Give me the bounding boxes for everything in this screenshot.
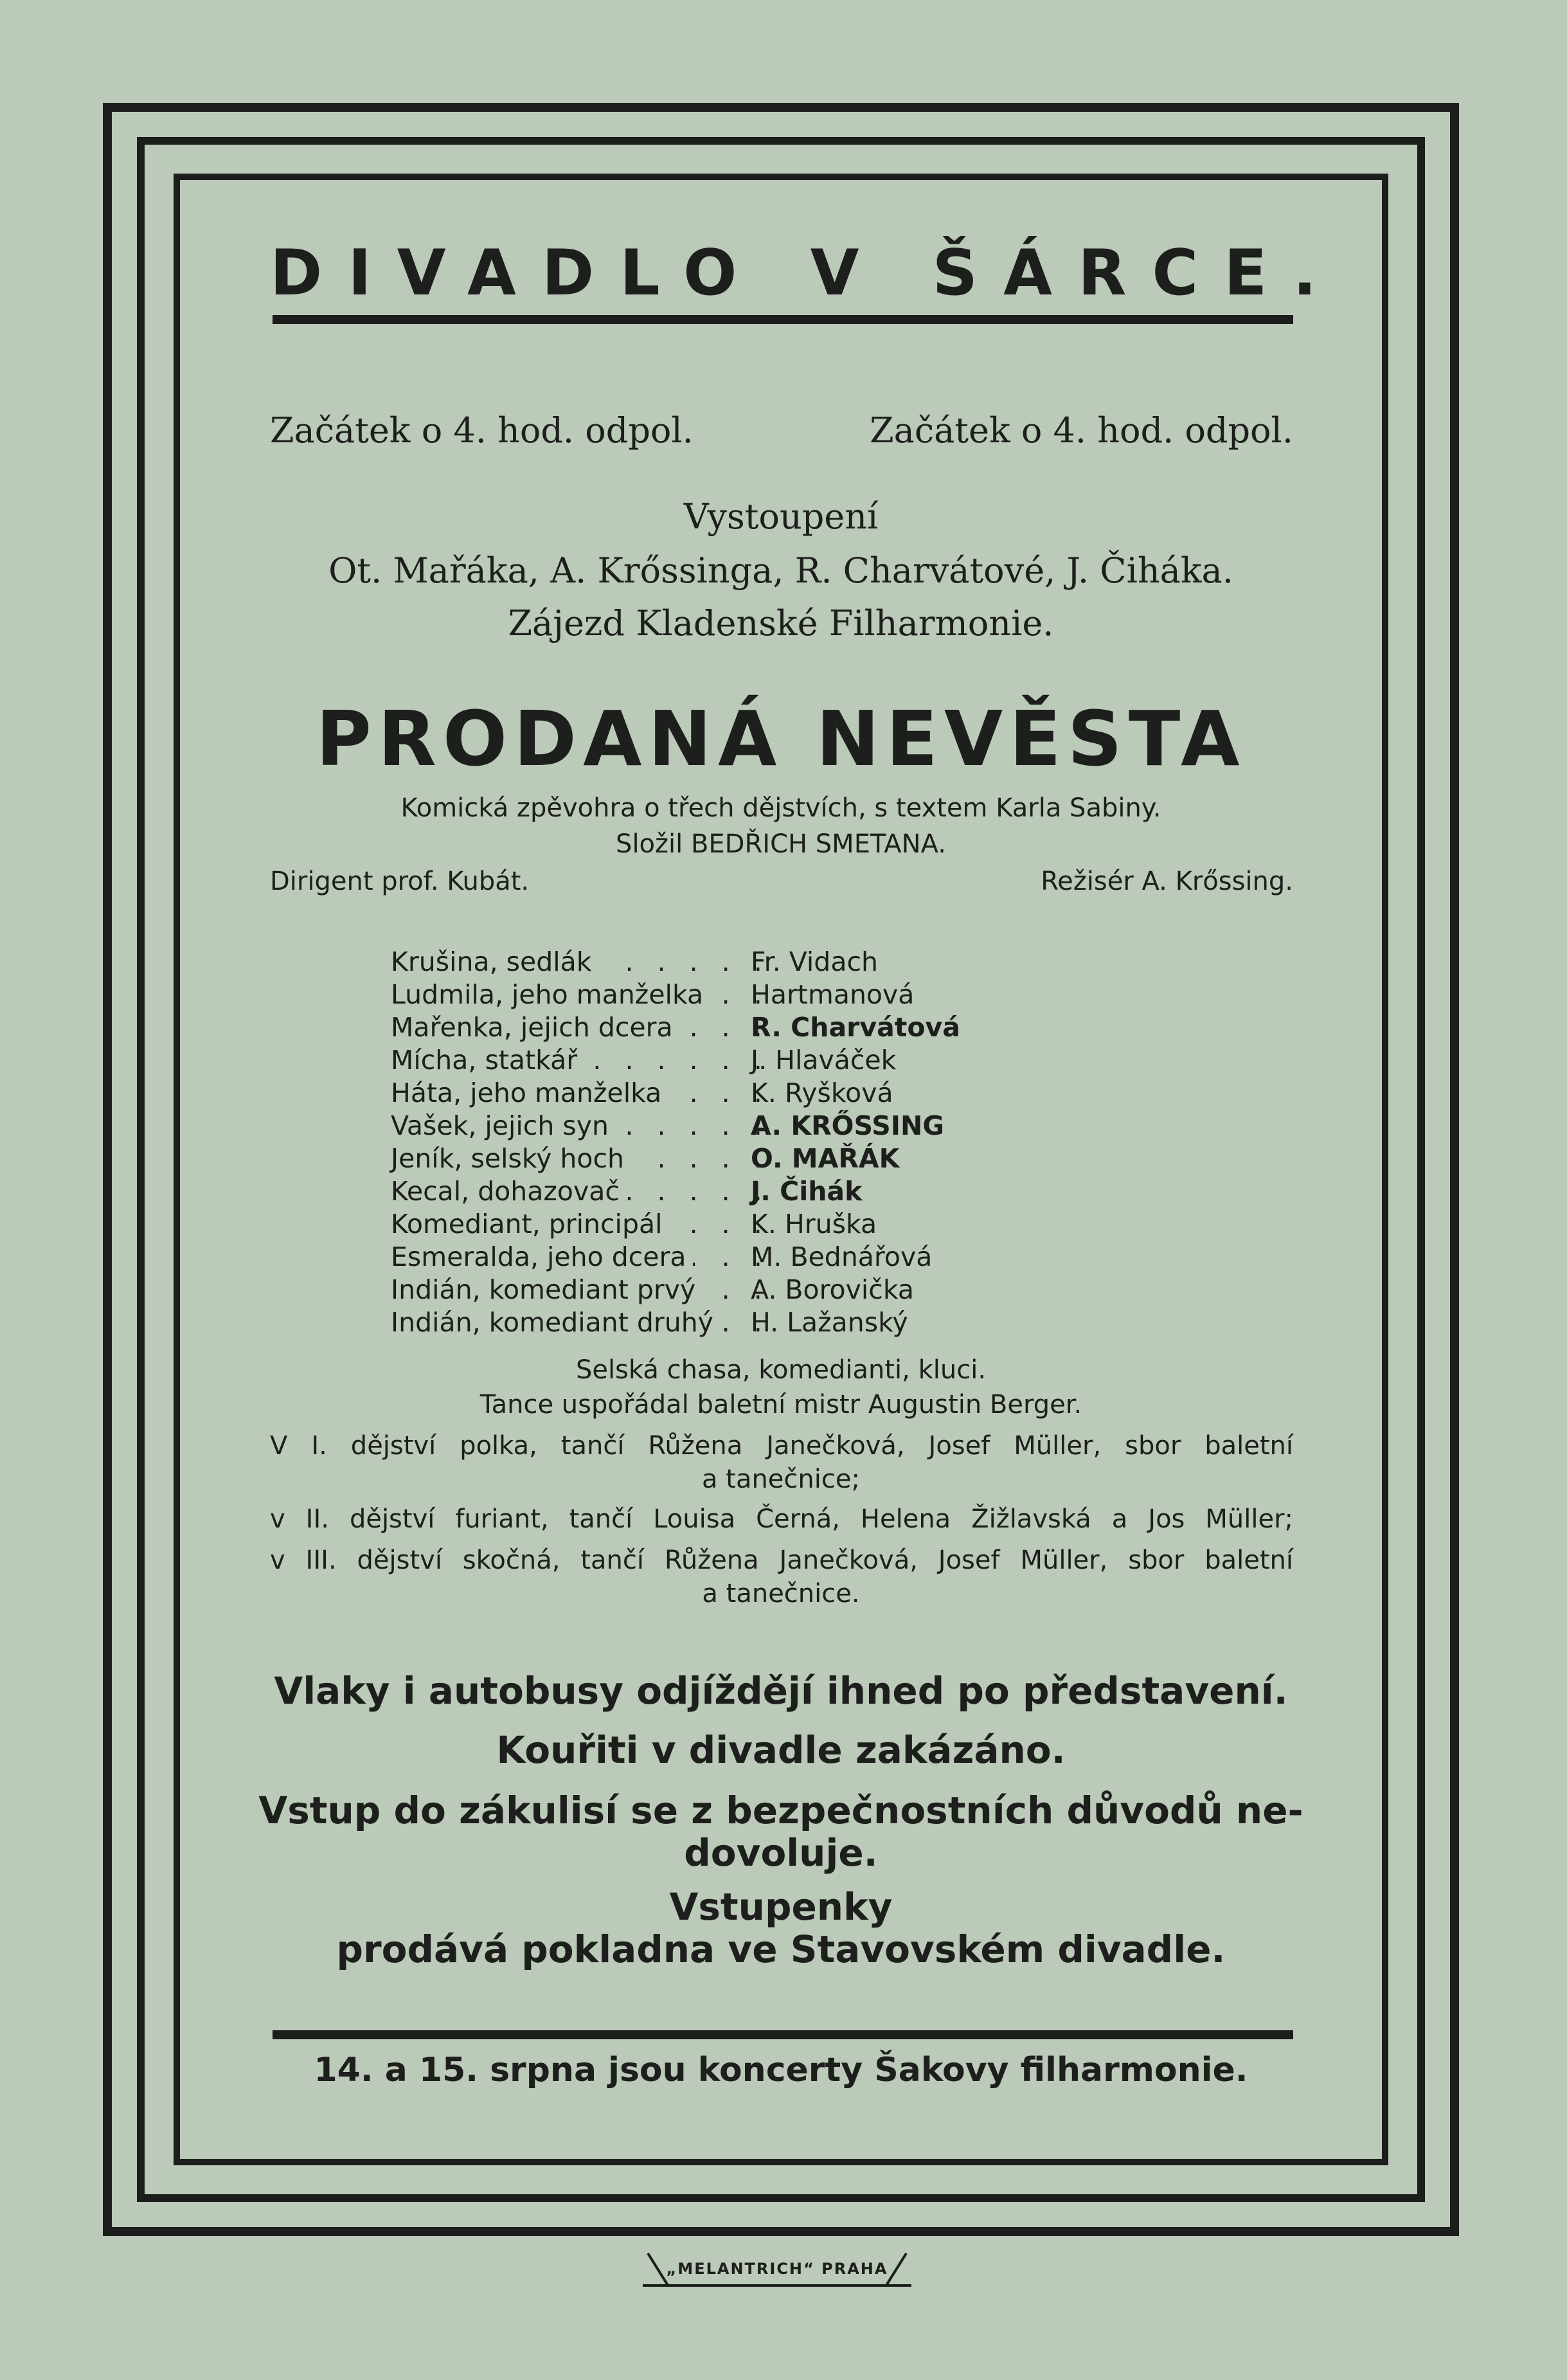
cast-row [391,1012,1226,1045]
cast-row [391,1209,1226,1241]
intro-line: Ot. Mařáka, A. Krőssinga, R. Charvátové, J. Čiháka. [328,550,1233,591]
cast-role: Jeník, selský hoch [391,1143,631,1174]
cast-actor: K. Ryšková [751,1077,893,1108]
cast-role: Ludmila, jeho manželka [391,979,710,1010]
cast-actor: K. Hruška [751,1209,877,1240]
cast-row [391,1241,1226,1274]
cast-row [391,979,1226,1012]
intro-line: Zájezd Kladenské Filharmonie. [508,603,1054,644]
cast-role: Esmeralda, jeho dcera [391,1241,693,1272]
cast-role: Háta, jeho manželka [391,1077,668,1108]
cast-row [391,1045,1226,1077]
notice-line: dovoluje. [684,1831,878,1875]
dance-line: V I. dějství polka, tančí Růžena Janečková, Josef Müller, sbor baletní [270,1431,1293,1461]
cast-list [391,946,1226,1340]
dance-line: a tanečnice; [702,1465,860,1494]
cast-row [391,1176,1226,1209]
chorus-line: Selská chasa, komedianti, kluci. [575,1355,987,1385]
cast-actor: M. Bednářová [751,1241,933,1272]
printer-imprint: „MELANTRICH“ PRAHA [643,2253,911,2287]
cast-actor: Fr. Vidach [751,946,878,977]
start-time-right: Začátek o 4. hod. odpol. [870,410,1293,451]
cast-actor: H. Lažanský [751,1307,908,1338]
cast-role: Krušina, sedlák [391,946,598,977]
cast-role: Kecal, dohazovač [391,1176,626,1207]
notice-line: Vstup do zákulisí se z bezpečnostních důvodů ne- [258,1789,1303,1832]
cast-role: Indián, komediant prvý [391,1274,702,1305]
start-time-left: Začátek o 4. hod. odpol. [270,410,694,451]
ballet-line: Tance uspořádal baletní mistr Augustin Berger. [479,1390,1082,1420]
conductor: Dirigent prof. Kubát. [270,867,530,896]
cast-role: Indián, komediant druhý [391,1307,720,1338]
cast-actor: J. Čihák [751,1176,863,1207]
notice-line: prodává pokladna ve Stavovském divadle. [336,1927,1226,1971]
intro-line: Vystoupení [683,496,879,537]
theatre-name: DIVADLO V ŠÁRCE. [270,237,1343,310]
cast-actor: Hartmanová [751,979,915,1010]
cast-actor: O. MAŘÁK [751,1143,900,1174]
cast-role: Vašek, jejich syn [391,1110,615,1141]
cast-actor: J. Hlaváček [751,1045,897,1076]
director: Režisér A. Krőssing. [1041,867,1293,896]
bottom-rule [273,2030,1293,2039]
concert-notice: 14. a 15. srpna jsou koncerty Šakovy filharmonie. [314,2051,1248,2089]
opera-title: PRODANÁ NEVĚSTA [316,694,1246,783]
cast-role: Mařenka, jejich dcera [391,1012,679,1043]
cast-role: Komediant, principál [391,1209,669,1240]
cast-row [391,1274,1226,1307]
composer: Složil BEDŘICH SMETANA. [616,829,946,859]
poster-content [193,193,1369,2147]
opera-subtitle: Komická zpěvohra o třech dějstvích, s textem Karla Sabiny. [400,793,1161,823]
cast-actor: A. Borovička [751,1274,914,1305]
notice-line: Vlaky i autobusy odjíždějí ihned po představení. [274,1669,1288,1713]
cast-actor: A. KRŐSSING [751,1110,944,1141]
cast-row [391,946,1226,979]
notice-line: Kouřiti v divadle zakázáno. [496,1728,1066,1772]
dance-line: v II. dějství furiant, tančí Louisa Černá, Helena Žižlavská a Jos Müller; [270,1504,1293,1534]
top-rule [273,315,1293,324]
notice-line: Vstupenky [669,1885,893,1929]
cast-row [391,1110,1226,1143]
dance-line: v III. dějství skočná, tančí Růžena Janečková, Josef Müller, sbor baletní [270,1546,1293,1575]
cast-row [391,1143,1226,1176]
cast-row [391,1307,1226,1340]
cast-role: Mícha, statkář [391,1045,584,1076]
dance-line: a tanečnice. [702,1579,860,1609]
cast-row [391,1077,1226,1110]
cast-actor: R. Charvátová [751,1012,960,1043]
